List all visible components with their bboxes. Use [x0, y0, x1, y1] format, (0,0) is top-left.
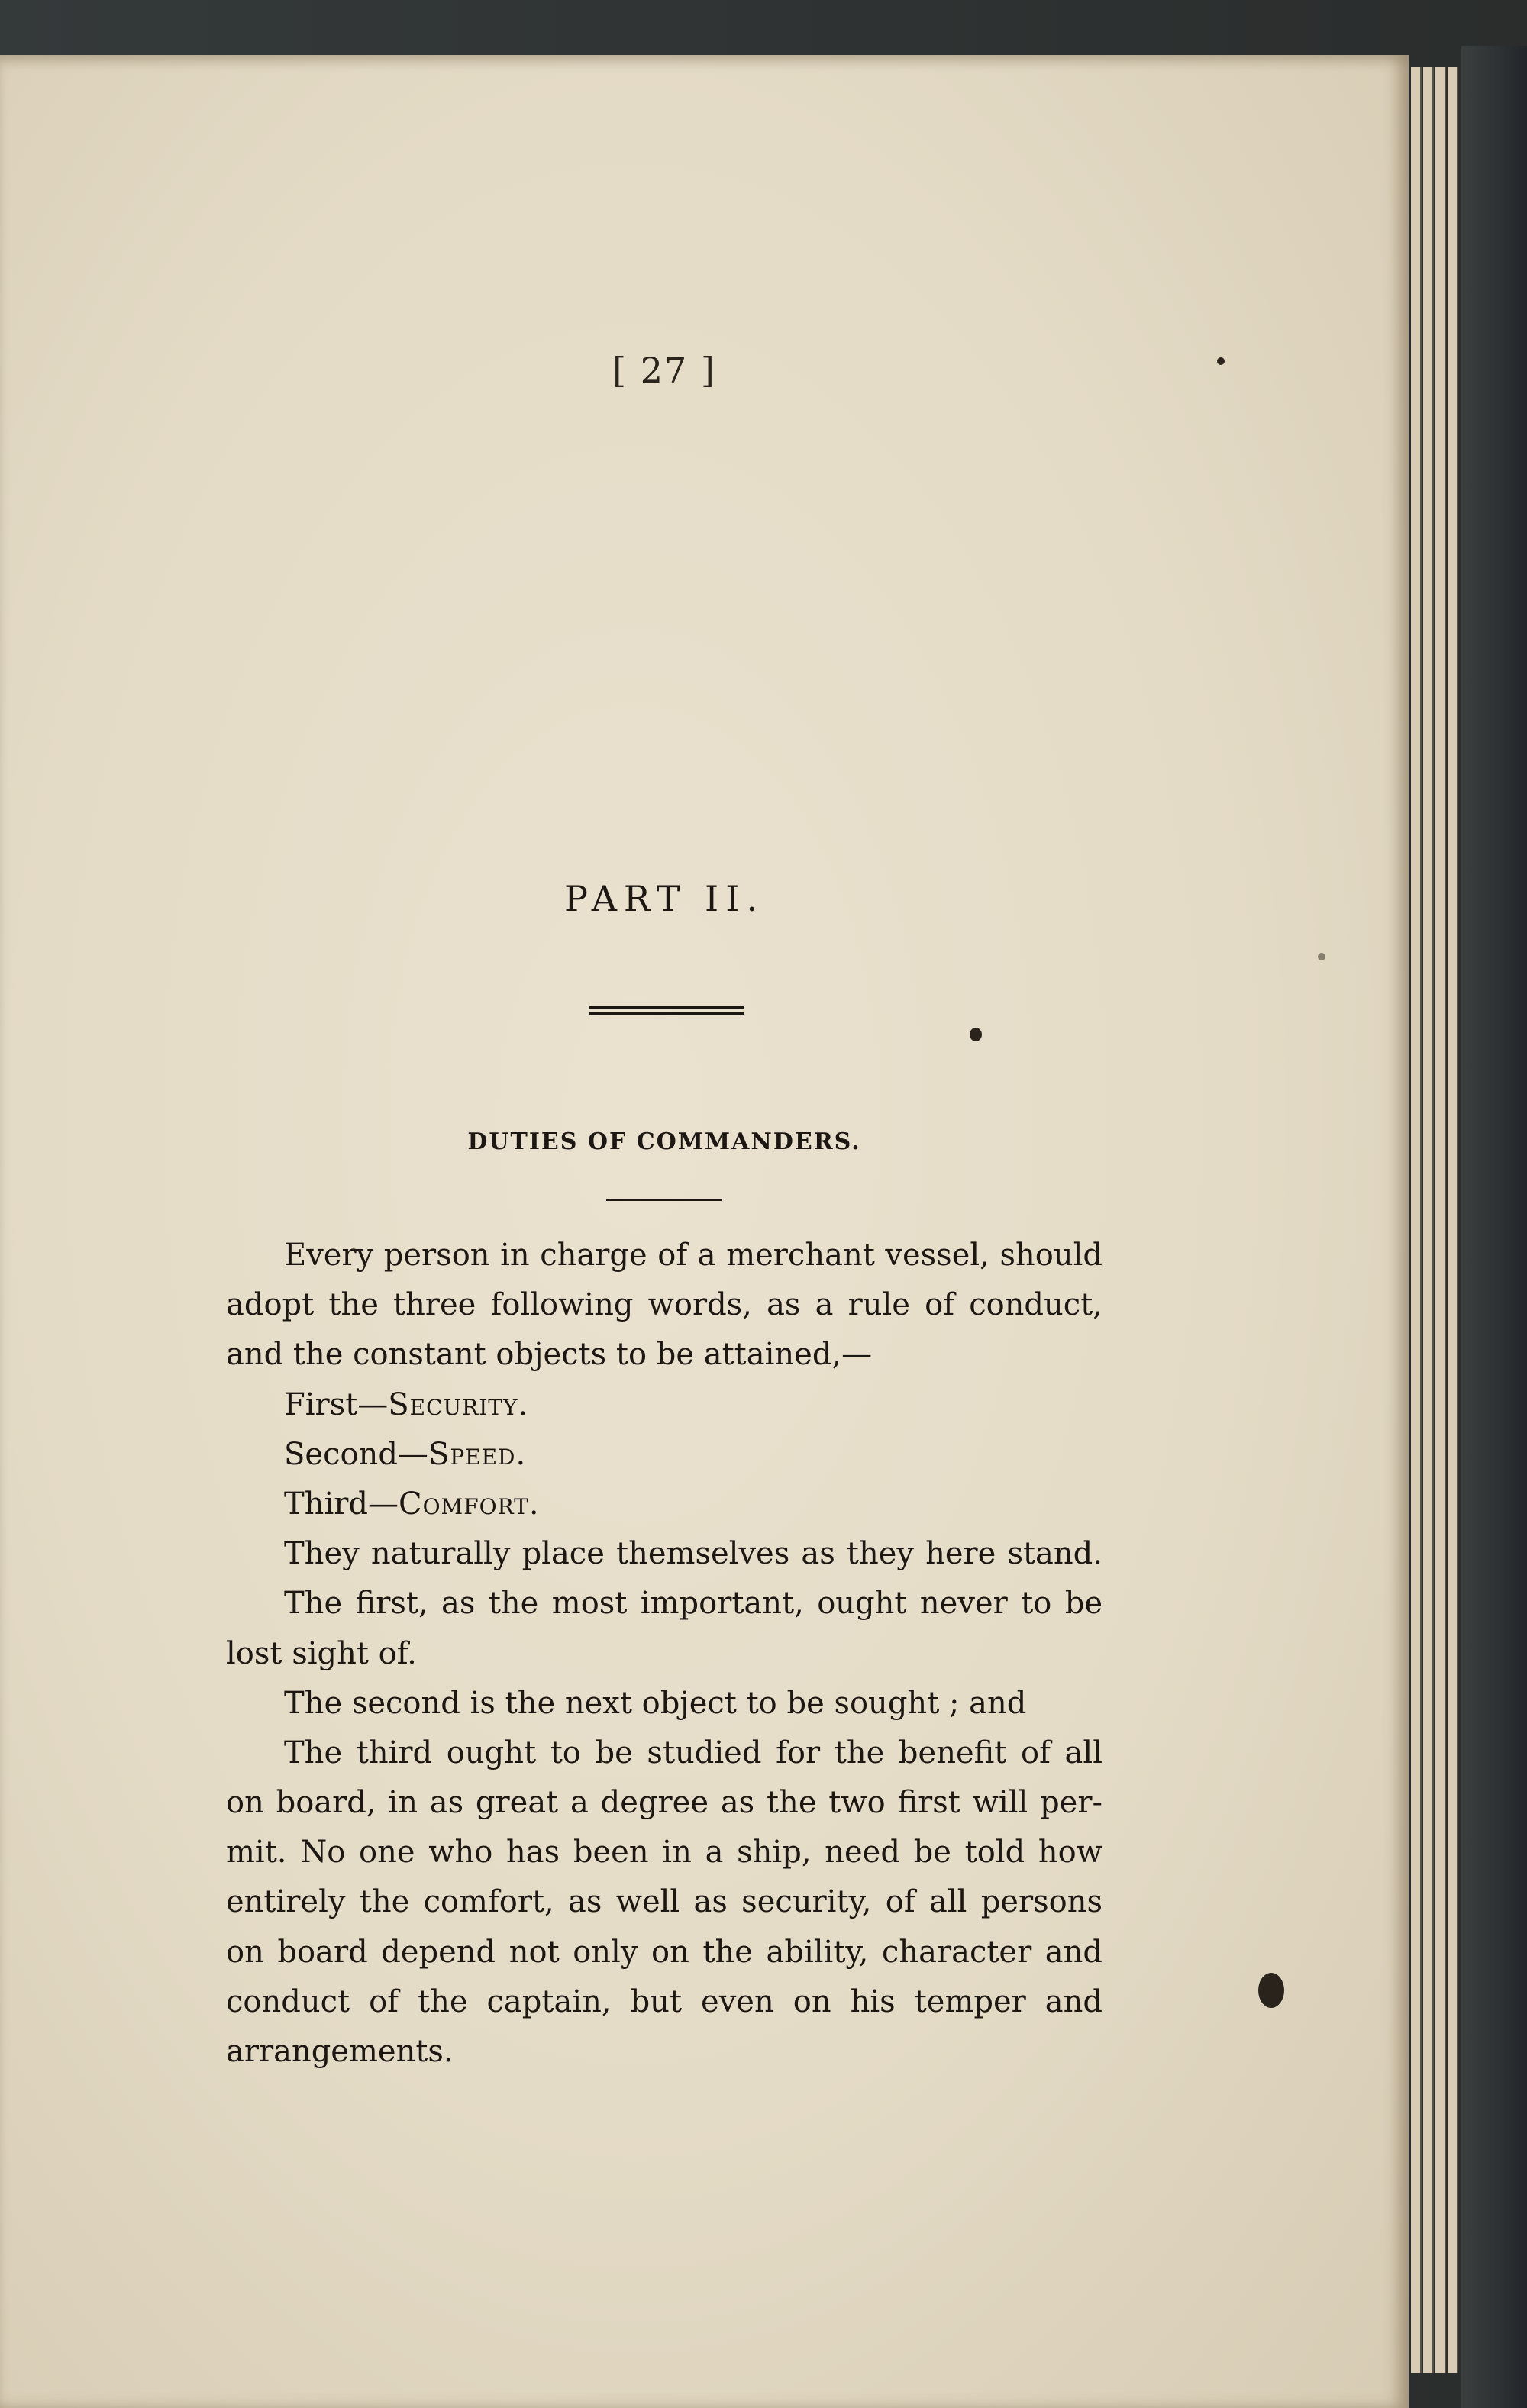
text-line: mit. No one who has been in a ship, need be told how: [226, 1835, 1102, 1871]
text-line: Every person in charge of a merchant vessel, should: [284, 1238, 1102, 1273]
rule-line: [226, 1380, 1102, 1430]
rule-line: [226, 1430, 1102, 1480]
rule-prefix: First—: [284, 1386, 389, 1422]
rule-line: [226, 1480, 1102, 1529]
text-line: conduct of the captain, but even on his temper and: [226, 1984, 1102, 2019]
text-line: lost sight of.: [226, 1635, 417, 1671]
page-edge: [1411, 67, 1422, 2373]
text-line: arrangements.: [226, 2034, 454, 2069]
text-line: on board, in as great a degree as the two first will per-: [226, 1785, 1102, 1821]
text-line: The first, as the most important, ought never to be: [284, 1586, 1102, 1622]
rule-word: Speed.: [428, 1436, 527, 1472]
text-line: adopt the three following words, as a rule of conduct,: [226, 1287, 1102, 1323]
book-spine-edge: [1461, 46, 1527, 2408]
page-edge: [1448, 67, 1458, 2373]
text-line: and the constant objects to be attained,—: [226, 1337, 873, 1373]
rule-word: Security.: [388, 1386, 529, 1422]
double-rule-divider: [589, 1006, 744, 1015]
rule-divider: [606, 1199, 722, 1201]
rule-prefix: Third—: [284, 1486, 399, 1522]
body-text: [226, 1231, 1102, 2077]
text-line: The second is the next object to be sought ; and: [284, 1685, 1027, 1721]
text-line: entirely the comfort, as well as security, of all persons: [226, 1884, 1102, 1920]
text-line: The third ought to be studied for the benefit of all: [284, 1735, 1102, 1770]
ink-spot: [1217, 357, 1225, 365]
ink-spot: [1318, 953, 1325, 960]
ink-spot: [1258, 1973, 1284, 2008]
rule-word: Comfort.: [398, 1486, 540, 1522]
page-number: [ 27 ]: [612, 350, 716, 391]
part-title: PART II.: [563, 878, 765, 919]
text-line: They naturally place themselves as they here stand.: [284, 1536, 1102, 1572]
rule-prefix: Second—: [284, 1436, 428, 1472]
page-edge: [1423, 67, 1434, 2373]
ink-spot: [970, 1028, 982, 1041]
page-edge: [1435, 67, 1446, 2373]
section-heading: DUTIES OF COMMANDERS.: [467, 1128, 861, 1155]
text-line: on board depend not only on the ability, character and: [226, 1934, 1102, 1970]
